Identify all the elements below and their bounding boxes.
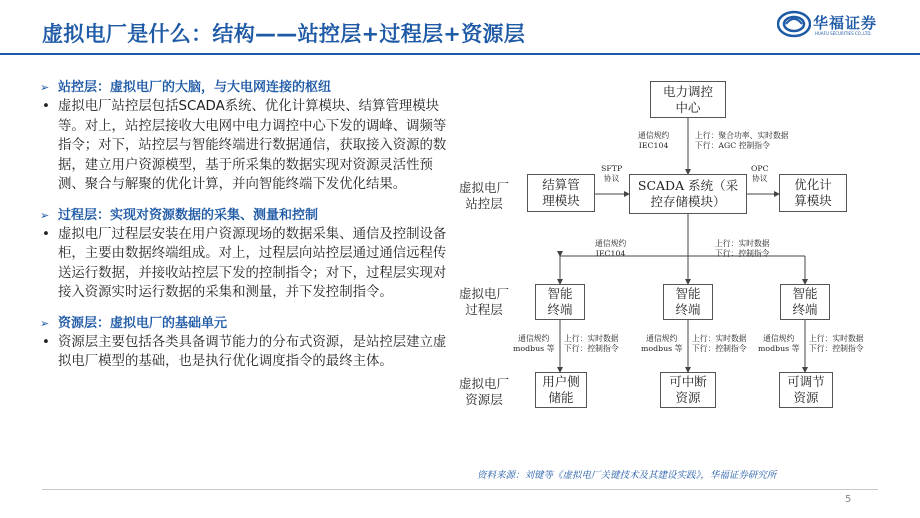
uplink-downlink-top: 上行：聚合功率、实时数据 下行：AGC 控制指令 xyxy=(695,131,789,150)
protocol-iec104-mid: 通信规约 IEC104 xyxy=(595,239,627,258)
protocol-modbus-1: 通信规约 modbus 等 xyxy=(513,334,555,353)
dispatch-center-label: 电力调控 中心 xyxy=(662,83,713,115)
title-divider xyxy=(0,53,920,55)
arrow-right-icon: ➢ xyxy=(40,81,50,94)
arrow-right-icon: ➢ xyxy=(40,208,50,222)
section-station xyxy=(40,78,448,195)
link-1: 上行：实时数据 下行：控制指令 xyxy=(564,334,619,353)
layer-resource-label: 虚拟电厂 资源层 xyxy=(459,376,510,407)
smart-terminal-label-2: 智能 终端 xyxy=(675,286,701,317)
section-resource xyxy=(40,314,448,372)
architecture-diagram xyxy=(455,76,895,418)
layer-process-label: 虚拟电厂 过程层 xyxy=(459,286,510,317)
bullet-dot-icon: • xyxy=(42,99,50,114)
link-3: 上行：实时数据 下行：控制指令 xyxy=(809,334,864,353)
scada-system-box xyxy=(629,174,747,214)
interruptible-resource-label: 可中断 资源 xyxy=(669,374,707,405)
interruptible-resource-box xyxy=(660,372,716,408)
dispatch-center-box xyxy=(650,81,726,118)
content-left xyxy=(40,78,448,383)
bullet-dot-icon: • xyxy=(42,334,50,350)
uplink-downlink-mid: 上行：实时数据 下行：控制指令 xyxy=(715,239,770,258)
smart-terminal-box-2 xyxy=(663,284,713,320)
protocol-modbus-3: 通信规约 modbus 等 xyxy=(758,334,800,353)
section-heading: 站控层：虚拟电厂的大脑，与大电网连接的枢纽 xyxy=(58,80,332,95)
settlement-module-label: 结算管 理模块 xyxy=(542,177,580,208)
smart-terminal-label-3: 智能 终端 xyxy=(792,286,818,317)
section-heading: 资源层：虚拟电厂的基础单元 xyxy=(58,315,228,331)
layer-station-label: 虚拟电厂 站控层 xyxy=(459,180,510,211)
huafu-logo-icon xyxy=(777,10,811,38)
logo-text-en: HUAFU SECURITIES CO.,LTD. xyxy=(815,31,872,36)
adjustable-resource-label: 可调节 资源 xyxy=(787,374,825,405)
arrow-right-icon: ➢ xyxy=(40,316,50,330)
user-storage-box xyxy=(535,372,587,408)
section-body: 资源层主要包括各类具备调节能力的分布式资源，是站控层建立虚拟电厂模型的基础，也是执行优化调度指令的最终主体。 xyxy=(58,334,447,369)
bullet-dot-icon: • xyxy=(42,226,50,242)
optimization-module-label: 优化计 算模块 xyxy=(794,177,832,208)
protocol-opc: OPC 协议 xyxy=(751,164,769,183)
smart-terminal-box-3 xyxy=(780,284,830,320)
logo-text-cn: 华福证券 xyxy=(813,14,878,32)
user-storage-label: 用户侧 储能 xyxy=(542,374,580,405)
smart-terminal-box-1 xyxy=(535,284,585,320)
section-body: 虚拟电厂过程层安装在用户资源现场的数据采集、通信及控制设备柜，主要由数据终端组成。对上，过程层向站控层通过通信远程传送运行数据，并接收站控层下发的控制指令；对下，过程层实现对接入资源实时运行数据的采集和测量，并下发控制指令。 xyxy=(58,226,447,300)
scada-system-label: SCADA 系统（采 控存储模块） xyxy=(637,178,739,209)
protocol-sftp: SFTP 协议 xyxy=(601,164,623,183)
diagram-connectors xyxy=(455,76,895,418)
optimization-module-box xyxy=(779,174,847,212)
link-2: 上行：实时数据 下行：控制指令 xyxy=(692,334,747,353)
footer-divider xyxy=(42,489,878,490)
protocol-iec104-top: 通信规约 IEC104 xyxy=(638,131,670,150)
adjustable-resource-box xyxy=(779,372,833,408)
settlement-module-box xyxy=(527,174,595,212)
smart-terminal-label-1: 智能 终端 xyxy=(547,286,573,317)
section-heading: 过程层：实现对资源数据的采集、测量和控制 xyxy=(58,207,319,223)
company-logo xyxy=(777,8,902,42)
page-title: 虚拟电厂是什么：结构——站控层+过程层+资源层 xyxy=(42,22,526,46)
section-process xyxy=(40,206,448,303)
source-note: 资料来源：刘键等《虚拟电厂关键技术及其建设实践》，华福证券研究所 xyxy=(477,470,777,481)
protocol-modbus-2: 通信规约 modbus 等 xyxy=(641,334,683,353)
section-body: 虚拟电厂站控层包括SCADA系统、优化计算模块、结算管理模块等。对上，站控层接收大电网中电力调控中心下发的调峰、调频等指令；对下，站控层与智能终端进行数据通信，获取接入资源的数据，建立用户资源模型，基于所采集的数据实现对资源灵活性预测、聚合与解聚的优化计算，并向智能终端下发优化结果。 xyxy=(58,99,447,192)
page-number: 5 xyxy=(845,494,852,505)
